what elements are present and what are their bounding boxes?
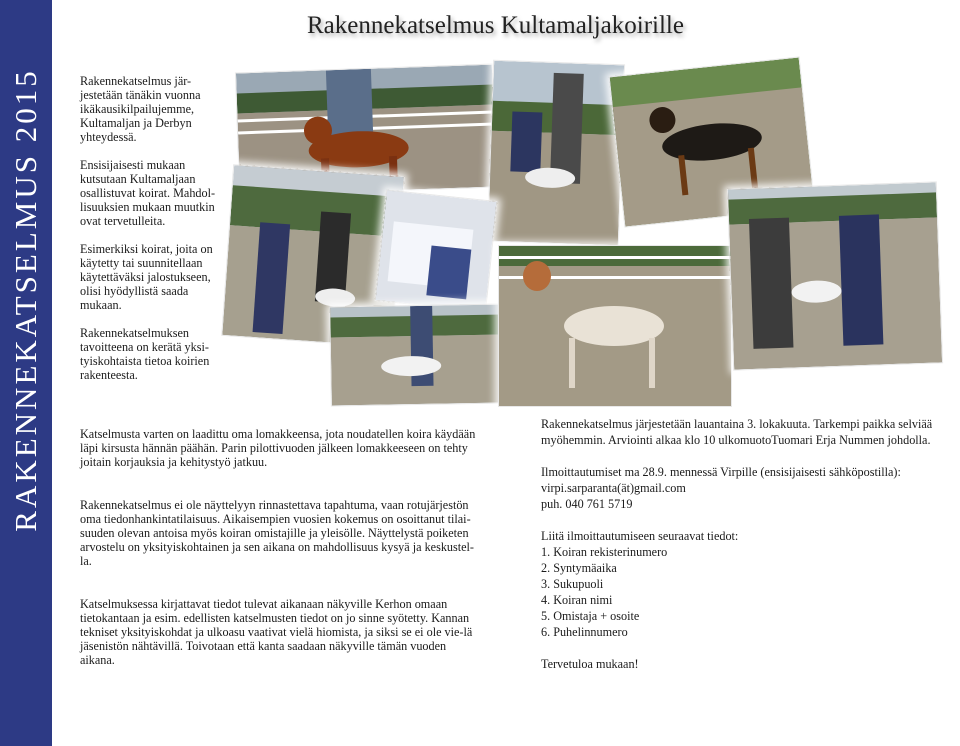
- right-column: [541, 416, 941, 672]
- sidebar-band: [0, 0, 52, 746]
- list-item: 3. Sukupuoli: [541, 577, 604, 591]
- contact-email: virpi.sarparanta(ät)gmail.com: [541, 481, 686, 495]
- body-paragraph: Rakennekatselmus ei ole näyttelyyn rinnastettava tapahtuma, vaan rotujärjestön oma tiedonhankintatilaisuus. Aikaisempien vuosien kokemus on osoittanut tilai-suuden olevan antoisa myös koiran omistajille ja yleisölle. Näyttelystä poiketen arvostelu on yksityiskohtainen ja sen aikana on mahdollisuus kysyä ja keskustel-la.: [80, 498, 474, 568]
- intro-paragraph: Rakennekatselmus jär-jestetään tänäkin vuonna ikäkausikilpailujemme, Kultamaljan ja Derbyn yhteydessä.: [80, 74, 201, 144]
- intro-column: [80, 74, 220, 396]
- signup-deadline: Ilmoittautumiset ma 28.9. mennessä Virpille (ensisijaisesti sähköpostilla):: [541, 465, 901, 479]
- photo-judges-examining: [727, 181, 943, 370]
- intro-paragraph: Rakennekatselmuksen tavoitteena on kerätä yksi-tyiskohtaista tietoa koirien rakenteesta.: [80, 326, 210, 382]
- list-item: 4. Koiran nimi: [541, 593, 613, 607]
- page-title: Rakennekatselmus Kultamaljakoirille: [307, 12, 684, 39]
- contact-phone: puh. 040 761 5719: [541, 497, 633, 511]
- list-item: 1. Koiran rekisterinumero: [541, 545, 668, 559]
- required-info-list: [541, 544, 941, 640]
- intro-paragraph: Ensisijaisesti mukaan kutsutaan Kultamaljaan osallistuvat koirat. Mahdol-lisuuksien mukaan muutkin ovat tervetulleita.: [80, 158, 216, 228]
- welcome-text: Tervetuloa mukaan!: [541, 657, 639, 671]
- photo-pointer: [329, 303, 505, 406]
- list-intro: Liitä ilmoittautumiseen seuraavat tiedot:: [541, 529, 739, 543]
- photo-english-setter-handler: [487, 60, 625, 246]
- sidebar-title: RAKENNEKATSELMUS 2015: [8, 68, 43, 532]
- photo-english-setter: [498, 245, 732, 407]
- event-info: Rakennekatselmus järjestetään lauantaina 3. lokakuuta. Tarkempi paikka selviää myöhemmin. Arviointi alkaa klo 10 ulkomuotoTuomari Erja Nummen johdolla.: [541, 417, 933, 447]
- body-paragraph: Katselmuksessa kirjattavat tiedot tulevat aikanaan näkyville Kerhon omaan tietokantaan ja esim. edellisten katselmusten tiedot on jo sinne syötetty. Kannan tekniset yksityiskohdat ja ulkoasu vaativat vielä hiomista, ja siksi se ei ole vie-lä jäsenistön nähtävillä. Toivotaan että kanta saadaan näkyville tämän vuoden aikana.: [80, 597, 473, 667]
- body-paragraph: Katselmusta varten on laadittu oma lomakkeensa, jota noudatellen koira käydään läpi kirsusta hännän päähän. Parin pilottivuoden jälkeen lomakkeeseen on tehty joitain korjauksia ja kehitystyö jatkuu.: [80, 427, 476, 469]
- photo-form-writing: [374, 189, 497, 312]
- left-column: [80, 427, 480, 696]
- intro-paragraph: Esimerkiksi koirat, joita on käytetty tai suunnitellaan käytettäväksi jalostukseen, olisi hyödyllistä saada mukaan.: [80, 242, 213, 312]
- list-item: 6. Puhelinnumero: [541, 625, 628, 639]
- signup-info: [541, 464, 941, 512]
- list-item: 2. Syntymäaika: [541, 561, 617, 575]
- list-item: 5. Omistaja + osoite: [541, 609, 640, 623]
